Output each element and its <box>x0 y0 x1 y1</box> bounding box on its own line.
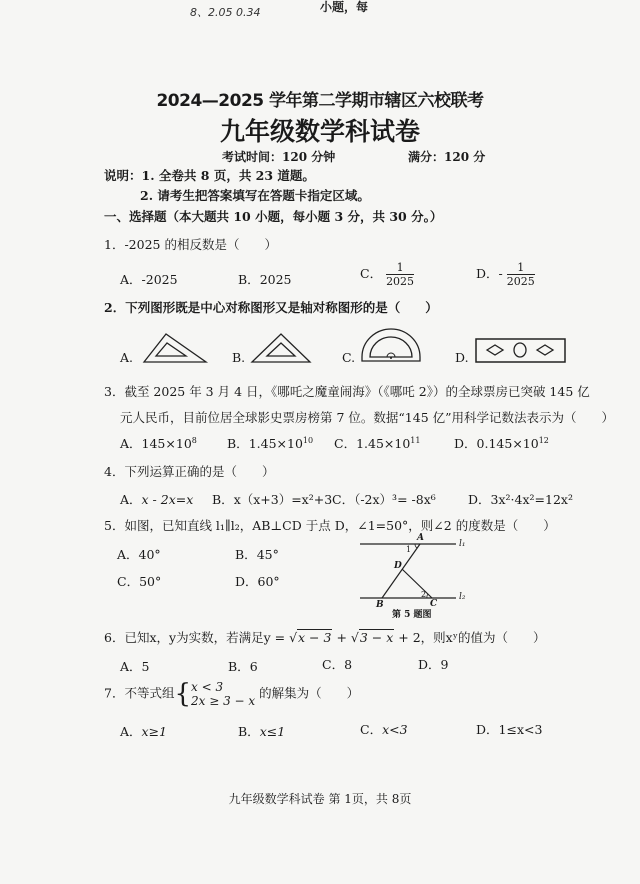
option-text: 2025 <box>259 272 292 287</box>
question-stem: 下列运算正确的是（ ） <box>124 464 275 479</box>
q6-option-c[interactable] <box>322 655 352 673</box>
sqrt-term-2: 3 − x <box>359 630 394 645</box>
option-base: 1.45×10 <box>356 436 411 451</box>
q2-option-d[interactable] <box>455 350 469 365</box>
fraction <box>507 261 535 288</box>
option-base: 1.45×10 <box>248 436 303 451</box>
option-text: （-2x）³= -8x⁶ <box>354 492 436 507</box>
option-text: -2025 <box>141 272 178 287</box>
option-text: 9 <box>440 657 449 672</box>
q6-option-d[interactable] <box>418 655 448 673</box>
protractor-figure <box>360 327 422 363</box>
option-label: B． <box>212 492 234 507</box>
q2-option-a[interactable] <box>120 350 133 365</box>
option-label: D． <box>454 436 477 451</box>
option-text: x<3 <box>382 722 408 737</box>
top-bleed-fragment: 小题，每 <box>320 0 369 14</box>
q6-option-a[interactable] <box>120 657 149 675</box>
option-text: 8 <box>344 657 353 672</box>
question-4 <box>104 462 274 480</box>
fraction-denominator: 2025 <box>386 275 415 288</box>
question-stem-suffix: + 2，则xʸ的值为（ ） <box>394 630 546 645</box>
exam-subtitle: 九年级数学科试卷 <box>219 117 420 146</box>
exam-time: 考试时间：120 分钟 <box>222 150 336 164</box>
q5-option-b[interactable] <box>235 545 279 563</box>
option-text: x（x+3）=x²+3 <box>233 492 333 507</box>
left-brace: { <box>174 679 192 709</box>
isosceles-set-square-figure <box>250 332 312 364</box>
option-base: 145×10 <box>141 436 192 451</box>
option-label: B． <box>235 547 257 562</box>
figure-caption: 第 5 题图 <box>392 610 432 620</box>
q4-option-d[interactable] <box>468 490 573 508</box>
point-d-label: D <box>394 561 402 571</box>
option-label: B. <box>232 350 246 365</box>
point-c-label: C <box>430 599 438 609</box>
option-text: x≤1 <box>259 724 286 739</box>
option-label: A． <box>120 492 142 507</box>
q2-option-b[interactable] <box>232 350 245 365</box>
fraction-numerator: 1 <box>386 261 414 275</box>
q1-option-a[interactable] <box>120 270 178 288</box>
question-number: 6． <box>104 630 125 645</box>
option-label: B． <box>227 436 249 451</box>
option-text: 6 <box>249 659 258 674</box>
option-label: C． <box>334 436 357 451</box>
option-text: 45° <box>256 547 279 562</box>
q5-option-a[interactable] <box>117 545 161 563</box>
question-1 <box>104 235 277 253</box>
option-label: C. <box>342 350 356 365</box>
q3-option-c[interactable] <box>334 434 420 452</box>
option-text: 40° <box>138 547 161 562</box>
question-3-line-2: 元人民币，目前位居全球影史票房榜第 7 位。数据“145 亿”用科学记数法表示为（ ） <box>120 410 615 425</box>
option-label: D． <box>476 266 499 281</box>
angle-1-label: 1 <box>406 545 412 554</box>
q7-option-c[interactable] <box>360 720 408 738</box>
option-label: D． <box>418 657 441 672</box>
option-label: D． <box>476 722 499 737</box>
option-text: 60° <box>257 574 280 589</box>
option-base: 0.145×10 <box>476 436 539 451</box>
q5-option-d[interactable] <box>235 572 280 590</box>
option-exponent: 11 <box>410 435 421 445</box>
q1-option-d[interactable] <box>476 261 535 288</box>
fraction-numerator: 1 <box>507 261 535 275</box>
q4-option-c[interactable] <box>332 490 436 508</box>
option-text: x - 2x=x <box>141 492 194 507</box>
option-label: A． <box>120 659 142 674</box>
q4-option-b[interactable] <box>212 490 332 508</box>
q2-option-c[interactable] <box>342 350 355 365</box>
option-label: C． <box>360 266 383 281</box>
question-7 <box>104 680 359 708</box>
option-label: A． <box>120 436 142 451</box>
option-text: x≥1 <box>141 724 168 739</box>
question-number: 3． <box>104 384 125 399</box>
question-stem: 截至 2025 年 3 月 4 日，《哪吒之魔童闹海》（《哪吒 2》）的全球票房已突破 145 亿 <box>124 384 590 399</box>
question-5-geometry-figure <box>358 538 468 606</box>
option-label: C． <box>332 492 355 507</box>
question-6: 6．已知x，y为实数，若满足y = √x − 3 + √3 − x + 2，则xʸ的值为（ ） <box>104 630 546 645</box>
q7-option-d[interactable] <box>476 720 542 738</box>
option-label: C． <box>360 722 383 737</box>
instructions-item-1 <box>104 166 315 184</box>
option-exponent: 8 <box>191 435 197 445</box>
q7-option-b[interactable] <box>238 722 285 740</box>
option-text: 50° <box>139 574 162 589</box>
sqrt-term-1: x − 3 <box>298 630 332 645</box>
option-text: 5 <box>141 659 150 674</box>
q5-option-c[interactable] <box>117 572 161 590</box>
line-l2-label: l₂ <box>459 592 466 602</box>
question-number: 1． <box>104 237 125 252</box>
option-label: C． <box>117 574 140 589</box>
question-number: 4． <box>104 464 125 479</box>
segment-ab <box>382 544 420 598</box>
inequality-system <box>191 680 255 708</box>
q4-option-a[interactable] <box>120 490 193 508</box>
question-stem: 下列图形既是中心对称图形又是轴对称图形的是（ ） <box>125 300 438 315</box>
q6-option-b[interactable] <box>228 657 258 675</box>
line-l1-label: l₁ <box>459 539 466 549</box>
angle-2-label: 2 <box>421 590 427 599</box>
section-title: 一、选择题（本大题共 10 小题，每小题 3 分，共 30 分。） <box>104 209 443 224</box>
option-label: D． <box>235 574 258 589</box>
question-stem-prefix: 已知x，y为实数，若满足y = <box>124 630 290 645</box>
option-label: A. <box>120 350 134 365</box>
right-triangle-set-square-figure <box>142 332 208 364</box>
option-label: D． <box>468 492 491 507</box>
plus-sign: + <box>332 630 351 645</box>
option-text: 3x²·4x²=12x² <box>490 492 573 507</box>
q7-option-a[interactable] <box>120 722 167 740</box>
rectangle-diamonds-circle-figure <box>475 338 567 364</box>
q1-option-b[interactable] <box>238 270 292 288</box>
option-sign: - <box>498 266 503 281</box>
question-3-line-1 <box>104 382 590 400</box>
inequality-1: x < 3 <box>191 680 224 694</box>
point-a-label: A <box>417 533 424 543</box>
question-stem-suffix: 的解集为（ ） <box>259 685 360 701</box>
option-exponent: 10 <box>302 435 314 445</box>
option-label: A． <box>120 724 142 739</box>
q3-option-d[interactable] <box>454 434 549 452</box>
inequality-2: 2x ≥ 3 − x <box>191 694 256 708</box>
segment-dc <box>402 569 432 598</box>
instructions-label: 说明： <box>104 168 142 183</box>
fraction-denominator: 2025 <box>506 275 535 288</box>
instruction-text: 1. 全卷共 8 页，共 23 道题。 <box>141 168 315 183</box>
question-number: 2． <box>104 300 126 315</box>
option-label: B． <box>238 272 260 287</box>
question-2 <box>104 298 438 316</box>
question-number: 7． <box>104 685 125 701</box>
question-stem: -2025 的相反数是（ ） <box>124 237 277 252</box>
option-label: D. <box>455 350 469 365</box>
question-number: 5． <box>104 518 125 533</box>
fraction <box>386 261 414 288</box>
exam-title: 2024—2025 学年第二学期市辖区六校联考 <box>156 91 484 111</box>
option-label: A． <box>120 272 142 287</box>
question-stem: 如图，已知直线 l₁∥l₂，AB⊥CD 于点 D，∠1=50°，则∠2 的度数是（ ） <box>124 518 556 533</box>
option-label: B． <box>238 724 260 739</box>
option-label: C． <box>322 657 345 672</box>
option-exponent: 12 <box>538 435 549 445</box>
point-b-label: B <box>376 600 384 610</box>
instructions-item-2: 2. 请考生把答案填写在答题卡指定区域。 <box>140 188 370 203</box>
full-marks: 满分：120 分 <box>408 150 486 164</box>
question-stem-prefix: 不等式组 <box>124 685 175 701</box>
option-label: A． <box>117 547 139 562</box>
q3-option-a[interactable] <box>120 434 197 452</box>
question-5 <box>104 516 556 534</box>
page-footer: 九年级数学科试卷 第 1页，共 8页 <box>228 792 412 806</box>
q3-option-b[interactable] <box>227 434 313 452</box>
q1-option-c[interactable] <box>360 261 414 288</box>
option-label: B． <box>228 659 250 674</box>
top-bleed-note: 8、2.05 0.34 <box>190 6 261 19</box>
option-text: 1≤x<3 <box>498 722 543 737</box>
